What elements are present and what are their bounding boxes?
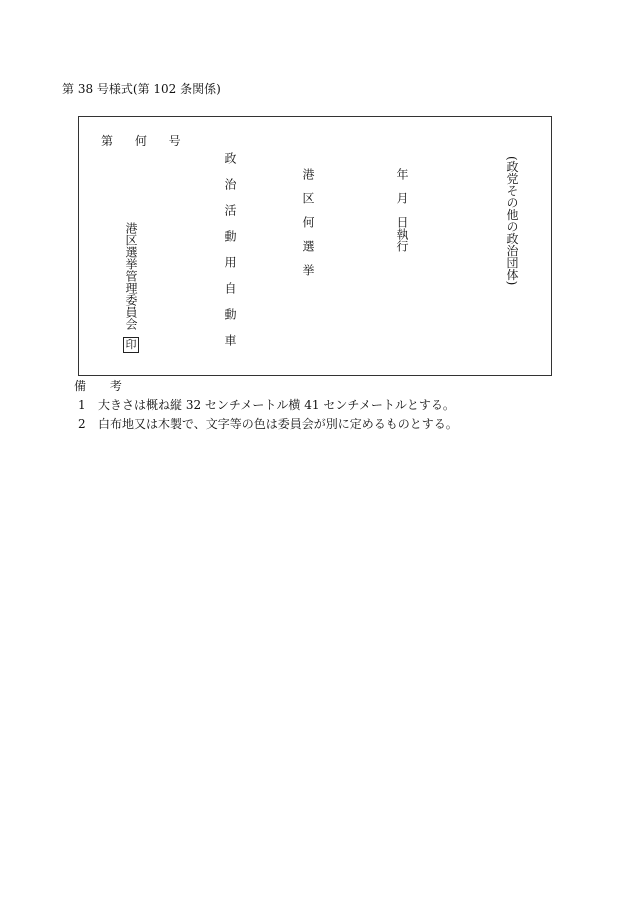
note-item: [78, 396, 455, 413]
note-number: 1: [78, 398, 86, 412]
issuer-name: 港区選挙管理委員会: [124, 222, 138, 330]
seal-mark: 印: [123, 337, 139, 353]
election-date-day: 日執行: [395, 216, 409, 252]
election-name: 港区何選挙: [301, 168, 315, 288]
note-text: 白布地又は木製で、文字等の色は委員会が別に定めるものとする。: [98, 417, 458, 431]
document-number-label: 第 何 号: [101, 134, 190, 148]
note-number: 2: [78, 417, 86, 431]
notes-heading: 備 考: [74, 379, 132, 393]
sign-frame: [78, 116, 552, 376]
form-title: 第 38 号様式(第 102 条関係): [62, 82, 221, 96]
party-name: (政党その他の政治団体): [505, 156, 519, 286]
note-item: [78, 415, 458, 432]
note-text: 大きさは概ね縦 32 センチメートル横 41 センチメートルとする。: [98, 398, 455, 412]
vehicle-label: 政治活動用自動車: [223, 152, 237, 360]
election-date-year-month: 年月: [395, 168, 409, 216]
